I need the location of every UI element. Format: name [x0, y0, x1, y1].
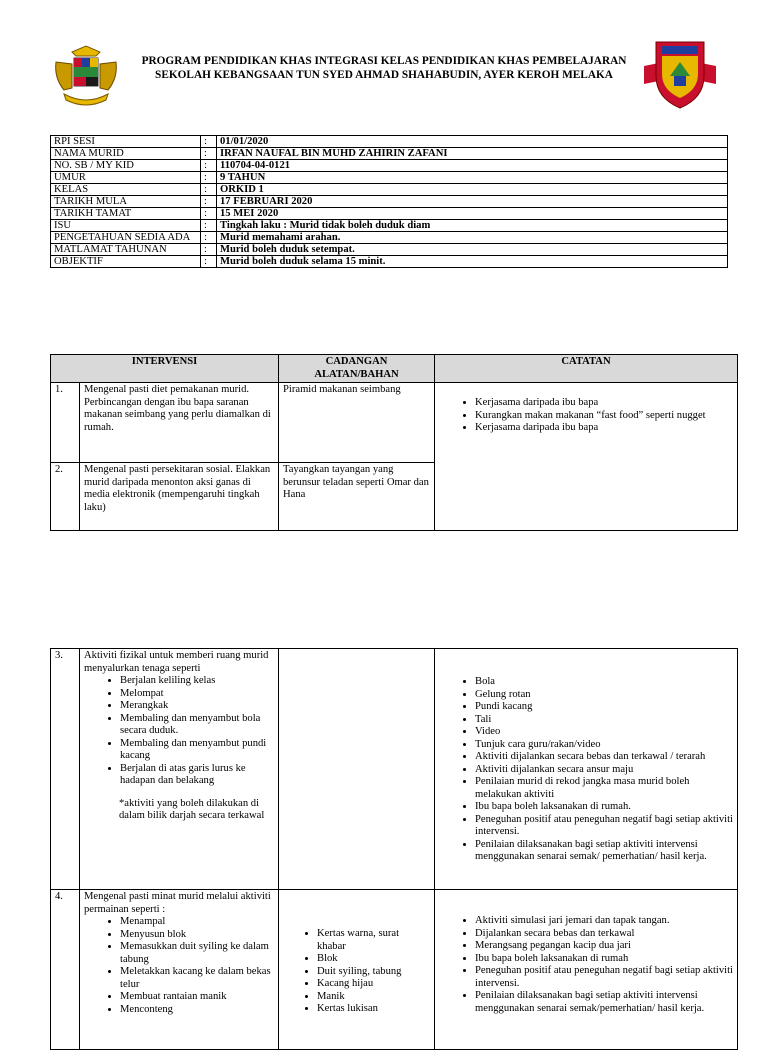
info-separator: : — [201, 232, 217, 244]
info-label: MATLAMAT TAHUNAN — [51, 244, 201, 256]
info-separator: : — [201, 208, 217, 220]
notes-cell — [435, 890, 738, 1050]
info-row — [51, 148, 728, 160]
intervention-text: Perbincangan dengan ibu bapa saranan makanan seimbang yang perlu diamalkan di rumah. — [84, 396, 271, 433]
intervention-cell — [80, 890, 279, 1050]
notes-list — [439, 676, 733, 864]
list-item: • Merangsang pegangan kacip dua jari — [475, 940, 733, 953]
notes-cell — [435, 649, 738, 890]
malaysia-coat-of-arms-icon — [50, 44, 122, 110]
list-item: • Aktiviti simulasi jari jemari dan tapak tangan. — [475, 915, 733, 928]
header-intervensi: INTERVENSI — [51, 355, 279, 383]
list-item: • Melompat — [120, 688, 274, 701]
row-number: 3. — [51, 649, 80, 890]
list-item: • Berjalan keliling kelas — [120, 675, 274, 688]
info-row — [51, 196, 728, 208]
info-row — [51, 184, 728, 196]
info-row — [51, 160, 728, 172]
header-catatan: CATATAN — [435, 355, 738, 383]
info-row — [51, 256, 728, 268]
info-separator: : — [201, 136, 217, 148]
table-row — [51, 383, 738, 463]
info-value: Murid memahami arahan. — [217, 232, 728, 244]
info-separator: : — [201, 148, 217, 160]
header-cadangan: CADANGAN ALATAN/BAHAN — [279, 355, 435, 383]
list-item: • Gelung rotan — [475, 689, 733, 702]
intervention-note: *aktiviti yang boleh dilakukan di dalam bilik darjah secara terkawal — [119, 797, 265, 821]
list-item: • Manik — [317, 991, 430, 1004]
info-separator: : — [201, 196, 217, 208]
row-number: 2. — [51, 463, 80, 531]
list-item: • Ibu bapa boleh laksanakan di rumah. — [475, 801, 733, 814]
list-item: • Duit syiling, tabung — [317, 966, 430, 979]
info-value: 9 TAHUN — [217, 172, 728, 184]
list-item: • Blok — [317, 953, 430, 966]
info-value: Murid boleh duduk selama 15 minit. — [217, 256, 728, 268]
list-item: • Meletakkan kacang ke dalam bekas telur — [120, 966, 274, 991]
info-label: NO. SB / MY KID — [51, 160, 201, 172]
info-label: UMUR — [51, 172, 201, 184]
info-value: IRFAN NAUFAL BIN MUHD ZAHIRIN ZAFANI — [217, 148, 728, 160]
materials-cell — [279, 890, 435, 1050]
info-row — [51, 220, 728, 232]
list-item: • Menyusun blok — [120, 929, 274, 942]
list-item: • Aktiviti dijalankan secara ansur maju — [475, 764, 733, 777]
list-item: • Dijalankan secara bebas dan terkawal — [475, 928, 733, 941]
info-value: 15 MEI 2020 — [217, 208, 728, 220]
info-value: 17 FEBRUARI 2020 — [217, 196, 728, 208]
list-item: • Memasukkan duit syiling ke dalam tabung — [120, 941, 274, 966]
list-item: • Kerjasama daripada ibu bapa — [475, 397, 733, 410]
info-row — [51, 244, 728, 256]
row-number: 4. — [51, 890, 80, 1050]
list-item: • Ibu bapa boleh laksanakan di rumah — [475, 953, 733, 966]
info-value: ORKID 1 — [217, 184, 728, 196]
info-label: RPI SESI — [51, 136, 201, 148]
intervention-text: Mengenal pasti minat murid melalui aktiviti permainan seperti : — [84, 891, 271, 915]
info-label: KELAS — [51, 184, 201, 196]
info-row — [51, 208, 728, 220]
list-item: • Penilaian dilaksanakan bagi setiap aktiviti intervensi menggunakan senarai semak/ pemerhatian/ hasil kerja. — [475, 839, 733, 864]
table-row — [51, 649, 738, 890]
header-line-2: SEKOLAH KEBANGSAAN TUN SYED AHMAD SHAHABUDIN, AYER KEROH MELAKA — [155, 69, 613, 81]
table-row — [51, 890, 738, 1050]
info-value: Tingkah laku : Murid tidak boleh duduk diam — [217, 220, 728, 232]
materials-cell: Piramid makanan seimbang — [279, 383, 435, 463]
list-item: • Membaling dan menyambut pundi kacang — [120, 738, 274, 763]
row-number: 1. — [51, 383, 80, 463]
table-header-row — [51, 355, 738, 383]
info-value: 110704-04-0121 — [217, 160, 728, 172]
list-item: • Aktiviti dijalankan secara bebas dan terkawal / terarah — [475, 751, 733, 764]
list-item: • Merangkak — [120, 700, 274, 713]
info-row — [51, 172, 728, 184]
list-item: • Kacang hijau — [317, 978, 430, 991]
student-info-table — [50, 135, 728, 268]
info-separator: : — [201, 220, 217, 232]
notes-list — [439, 397, 733, 435]
notes-cell — [435, 383, 738, 531]
header-title — [128, 54, 640, 82]
info-separator: : — [201, 244, 217, 256]
info-separator: : — [201, 160, 217, 172]
list-item: • Tunjuk cara guru/rakan/video — [475, 739, 733, 752]
intervention-cell — [80, 383, 279, 463]
info-value: 01/01/2020 — [217, 136, 728, 148]
info-label: PENGETAHUAN SEDIA ADA — [51, 232, 201, 244]
info-label: NAMA MURID — [51, 148, 201, 160]
info-row — [51, 232, 728, 244]
intervention-text: Mengenal pasti persekitaran sosial. Elakkan murid daripada menonton aksi ganas di media elektronik (mempengaruhi tingkah laku) — [80, 463, 279, 531]
list-item: • Membaling dan menyambut bola secara duduk. — [120, 713, 274, 738]
list-item: • Kurangkan makan makanan “fast food” seperti nugget — [475, 410, 733, 423]
info-row — [51, 136, 728, 148]
info-label: TARIKH MULA — [51, 196, 201, 208]
list-item: • Menconteng — [120, 1004, 274, 1017]
materials-cell — [279, 649, 435, 890]
school-crest-icon — [644, 36, 716, 110]
list-item: • Penilaian murid di rekod jangka masa murid boleh melakukan aktiviti — [475, 776, 733, 801]
list-item: • Kerjasama daripada ibu bapa — [475, 422, 733, 435]
info-value: Murid boleh duduk setempat. — [217, 244, 728, 256]
materials-cell: Tayangkan tayangan yang berunsur teladan seperti Omar dan Hana — [279, 463, 435, 531]
list-item: • Tali — [475, 714, 733, 727]
list-item: • Bola — [475, 676, 733, 689]
info-separator: : — [201, 172, 217, 184]
list-item: • Membuat rantaian manik — [120, 991, 274, 1004]
list-item: • Peneguhan positif atau peneguhan negatif bagi setiap aktiviti intervensi. — [475, 965, 733, 990]
info-separator: : — [201, 184, 217, 196]
list-item: • Menampal — [120, 916, 274, 929]
notes-list — [439, 915, 733, 1015]
activity-list — [84, 675, 274, 788]
list-item: • Video — [475, 726, 733, 739]
info-separator: : — [201, 256, 217, 268]
info-label: TARIKH TAMAT — [51, 208, 201, 220]
intervention-cell — [80, 649, 279, 890]
list-item: • Pundi kacang — [475, 701, 733, 714]
activity-list — [84, 916, 274, 1016]
info-label: OBJEKTIF — [51, 256, 201, 268]
intervention-table-continued — [50, 648, 738, 1050]
header-line-1: PROGRAM PENDIDIKAN KHAS INTEGRASI KELAS PENDIDIKAN KHAS PEMBELAJARAN — [141, 55, 627, 67]
document-header — [0, 52, 768, 112]
list-item: • Peneguhan positif atau peneguhan negatif bagi setiap aktiviti intervensi. — [475, 814, 733, 839]
list-item: • Kertas lukisan — [317, 1003, 430, 1016]
list-item: • Kertas warna, surat khabar — [317, 928, 430, 953]
intervention-text: Mengenal pasti diet pemakanan murid. — [84, 384, 250, 395]
list-item: • Berjalan di atas garis lurus ke hadapan dan belakang — [120, 763, 274, 788]
info-label: ISU — [51, 220, 201, 232]
materials-list — [283, 928, 430, 1016]
list-item: • Penilaian dilaksanakan bagi setiap aktiviti intervensi menggunakan senarai semak/pemerhatian/ hasil kerja. — [475, 990, 733, 1015]
intervention-table — [50, 354, 738, 531]
intervention-text: Aktiviti fizikal untuk memberi ruang murid menyalurkan tenaga seperti — [84, 650, 269, 674]
